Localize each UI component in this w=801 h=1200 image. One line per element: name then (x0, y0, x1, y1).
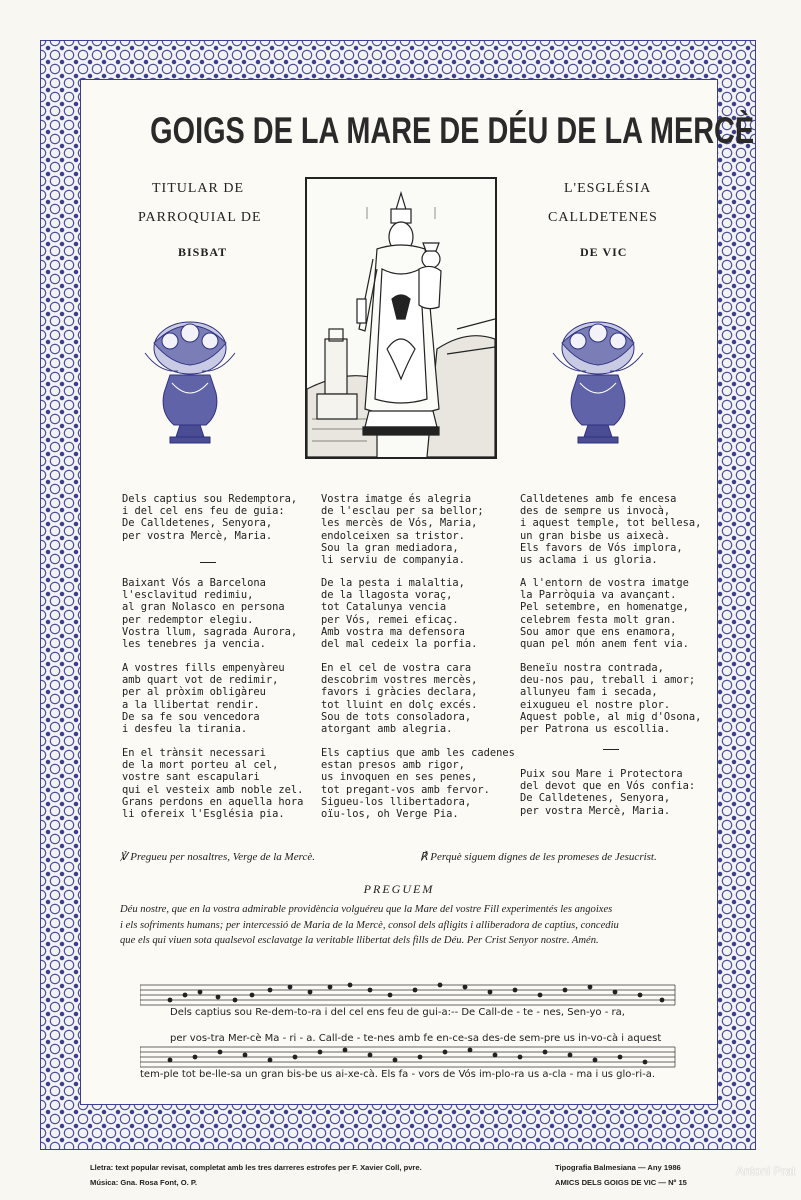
prayer-line: i els sofriments humans; per intercessió de Maria de la Mercè, consol dels afligits i alliberadora de captius, concediu (120, 919, 619, 931)
separator-dash (603, 749, 619, 750)
prayer-line: Déu nostre, que en la vostra admirable providència volguéreu que la Mare del vostre Fill experimentés les angoixes (120, 904, 613, 915)
lyric-line: Dels captius sou Re-dem-to-ra i del cel ens feu de gui-a:-- De Call-de - te - nes, Sen-yo - ra, (170, 1007, 625, 1018)
header-right-1: L'ESGLÉSIA (564, 181, 652, 196)
header-right-2: CALLDETENES (548, 210, 658, 225)
stanza-col1-3: A vostres fills empenyàreu amb quart vot de redimir, per al pròxim obligàreu a la llibertat rendir. De sa fe sou vencedora i desfeu la tirania. (122, 662, 285, 736)
header-left-2: PARROQUIAL DE (138, 210, 262, 225)
lyric-line: per vos-tra Mer-cè Ma - ri - a. Call-de - te-nes amb fe en-ce-sa des-de sem-pre us in-vo-cà i aquest (170, 1033, 662, 1044)
footer-amics: AMICS DELS GOIGS DE VIC — Nº 15 (555, 1178, 687, 1187)
separator-dash (200, 562, 216, 563)
stanza-col3-3: Beneïu nostra contrada, deu-nos pau, treball i amor; allunyeu fam i secada, eixugueu el nostre plor. Aquest poble, al mig d'Osona, per Patrona us escollia. (520, 662, 702, 736)
stanza-col2-3: En el cel de vostra cara descobrim vostres mercès, favors i gràcies declara, tot lluint en dolç excés. Sou de tots consoladora, atorgant amb alegria. (321, 662, 478, 736)
virgin-woodcut-image (305, 177, 497, 459)
stanza-col2-2: De la pesta i malaltia, de la llagosta voraç, tot Catalunya vencia per Vós, remei eficaç. Amb vostra ma defensora del mal cedeix la porfia. (321, 577, 478, 651)
stanza-col2-4: Els captius que amb les cadenes estan presos amb rigor, us invoquen en ses penes, tot pregant-vos amb fervor. Sigueu-los llibertadora, oïu-los, oh Verge Pia. (321, 747, 515, 821)
footer-musica: Música: Gna. Rosa Font, O. P. (90, 1178, 198, 1187)
right-flower-vase-image (548, 313, 648, 443)
stanza-col1-2: Baixant Vós a Barcelona l'esclavitud redimiu, al gran Nolasco en persona per redemptor elegiu. Vostra llum, sagrada Aurora, les tenebres ja vencia. (122, 577, 298, 651)
stanza-col3-1: Calldetenes amb fe encesa des de sempre us invocà, i aquest temple, tot bellesa, un gran bisbe us aixecà. Els favors de Vós implora, us aclama i us gloria. (520, 493, 702, 567)
versicle: ℣ Pregueu per nosaltres, Verge de la Mercè. (120, 851, 315, 863)
prayer-line: que els qui viuen sota qualsevol esclavatge la veritable llibertat dels fills de Déu. Per Crist Senyor nostre. Amén. (120, 935, 599, 946)
stanza-col2-1: Vostra imatge és alegria de l'esclau per sa bellor; les mercès de Vós, Maria, endolceixen sa tristor. Sou la gran mediadora, li serviu de companyia. (321, 493, 484, 567)
stanza-col1-4: En el trànsit necessari de la mort porteu al cel, vostre sant escapulari qui el vesteix amb noble zel. Grans perdons en aquella hora li ofereix l'Església pia. (122, 747, 304, 821)
lyric-line: tem-ple tot be-lle-sa un gran bis-be us ai-xe-cà. Els fa - vors de Vós im-plo-ra us a-cla - ma i us glo-ri-a. (140, 1069, 656, 1080)
header-left-3: BISBAT (178, 245, 228, 259)
stanza-col3-2: A l'entorn de vostra imatge la Parròquia va avançant. Pel setembre, en homenatge, celebrem festa molt gran. Sou amor que ens enamora, quan pel món anem fent via. (520, 577, 689, 651)
music-score (140, 965, 680, 1095)
page-title: GOIGS DE LA MARE DE DÉU DE LA MERCÈ (150, 110, 755, 151)
watermark: Antoni Prat (736, 1164, 796, 1178)
preguem-heading: PREGUEM (363, 882, 435, 896)
prayer-text (120, 902, 682, 949)
response: ℟ Perquè siguem dignes de les promeses de Jesucrist. (420, 851, 657, 863)
footer-lletra: Lletra: text popular revisat, completat amb les tres darreres estrofes per F. Xavier Coll, pvre. (90, 1163, 422, 1172)
header-right-3: DE VIC (580, 245, 628, 259)
stanza-col3-4: Puix sou Mare i Protectora del devot que en Vós confia: De Calldetenes, Senyora, per vostra Mercè, Maria. (520, 768, 696, 817)
footer-tipografia: Tipografia Balmesiana — Any 1986 (555, 1163, 681, 1172)
left-flower-vase-image (140, 313, 240, 443)
stanza-col1-1: Dels captius sou Redemptora, i del cel ens feu de guia: De Calldetenes, Senyora, per vostra Mercè, Maria. (122, 493, 298, 542)
header-left-1: TITULAR DE (152, 181, 245, 196)
